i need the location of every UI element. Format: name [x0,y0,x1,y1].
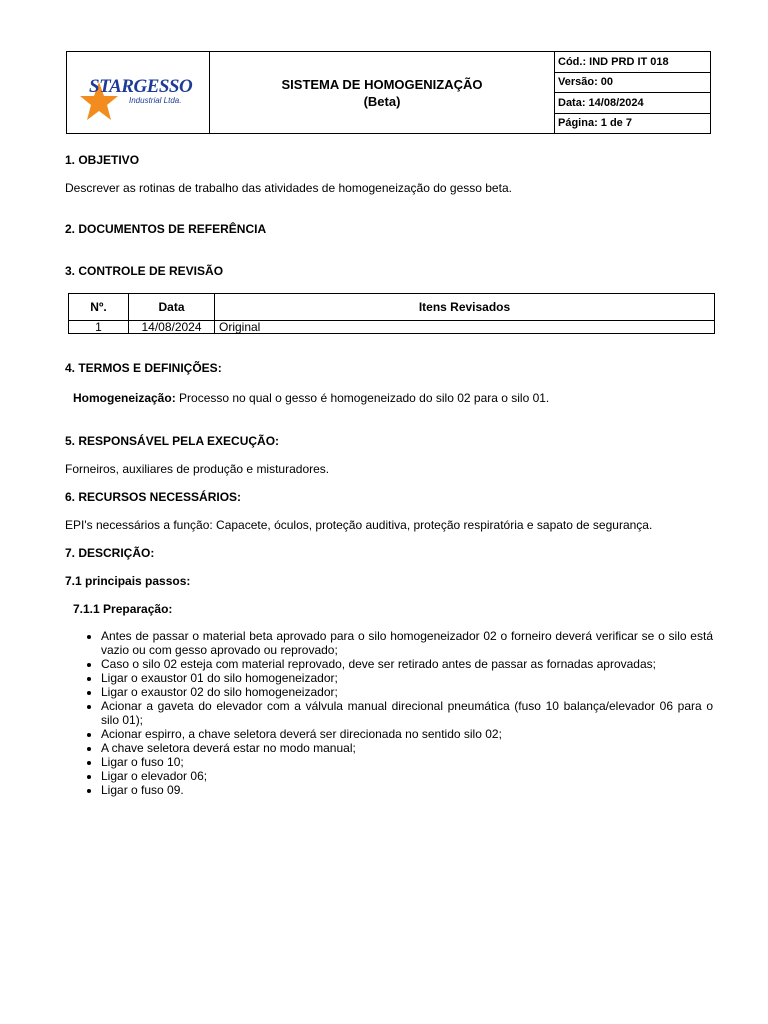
cell-date: 14/08/2024 [129,321,215,334]
doc-page: Página: 1 de 7 [558,117,632,130]
list-item: • Ligar o exaustor 02 do silo homogeneizador; [101,685,713,699]
document-meta [555,52,710,133]
list-item: • Ligar o fuso 09. [101,783,713,797]
section-descricao-title: 7. DESCRIÇÃO: [65,546,155,560]
list-item: • Caso o silo 02 esteja com material reprovado, deve ser retirado antes de passar as fornadas aprovadas; [101,657,713,671]
cell-items: Original [215,321,715,334]
revision-table [68,293,715,334]
list-item: • Ligar o elevador 06; [101,769,713,783]
list-item: • Acionar espirro, a chave seletora deverá ser direcionada no sentido silo 02; [101,727,713,741]
table-row [69,321,715,334]
section-recursos-text: EPI's necessários a função: Capacete, óculos, proteção auditiva, proteção respiratória e sapato de segurança. [65,518,653,532]
section-recursos-title: 6. RECURSOS NECESSÁRIOS: [65,490,242,504]
list-item: • Acionar a gaveta do elevador com a válvula manual direcional pneumática (fuso 10 balança/elevador 06 para o silo 01); [101,699,713,727]
section-passos-title: 7.1 principais passos: [65,574,191,588]
title-line-2: (Beta) [363,93,401,109]
list-item: • A chave seletora deverá estar no modo manual; [101,741,713,755]
term-label: Homogeneização: [73,391,176,405]
section-preparacao-title: 7.1.1 Preparação: [73,602,173,616]
logo-subtext: Industrial Ltda. [129,96,182,105]
list-item: • Ligar o exaustor 01 do silo homogeneizador; [101,671,713,685]
section-responsavel-title: 5. RESPONSÁVEL PELA EXECUÇÃO: [65,434,280,448]
preparation-steps-list [65,629,713,797]
section-termos-text [73,391,549,405]
cell-number: 1 [69,321,129,334]
section-responsavel-text: Forneiros, auxiliares de produção e misturadores. [65,462,330,476]
doc-version: Versão: 00 [555,73,710,94]
section-objetivo-title: 1. OBJETIVO [65,153,140,167]
table-header-row [69,294,715,321]
col-header-number: Nº. [69,294,129,321]
term-definition: Processo no qual o gesso é homogeneizado do silo 02 para o silo 01. [175,391,550,405]
list-item: • Antes de passar o material beta aprovado para o silo homogeneizador 02 o forneiro deverá verificar se o silo está vazio ou com gesso aprovado ou reprovado; [101,629,713,657]
col-header-items: Itens Revisados [215,294,715,321]
section-objetivo-text: Descrever as rotinas de trabalho das atividades de homogeneização do gesso beta. [65,181,512,195]
doc-date: Data: 14/08/2024 [555,93,710,114]
section-documentos-title: 2. DOCUMENTOS DE REFERÊNCIA [65,222,267,236]
doc-code: Cód.: IND PRD IT 018 [555,52,710,73]
logo-text: STARGESSO [89,76,193,97]
section-revisao-title: 3. CONTROLE DE REVISÃO [65,264,224,278]
title-line-1: SISTEMA DE HOMOGENIZAÇÃO [281,76,483,92]
company-logo [67,52,210,133]
document-title [210,52,555,133]
list-item: • Ligar o fuso 10; [101,755,713,769]
section-termos-title: 4. TERMOS E DEFINIÇÕES: [65,361,222,375]
header-table [66,51,711,134]
col-header-date: Data [129,294,215,321]
